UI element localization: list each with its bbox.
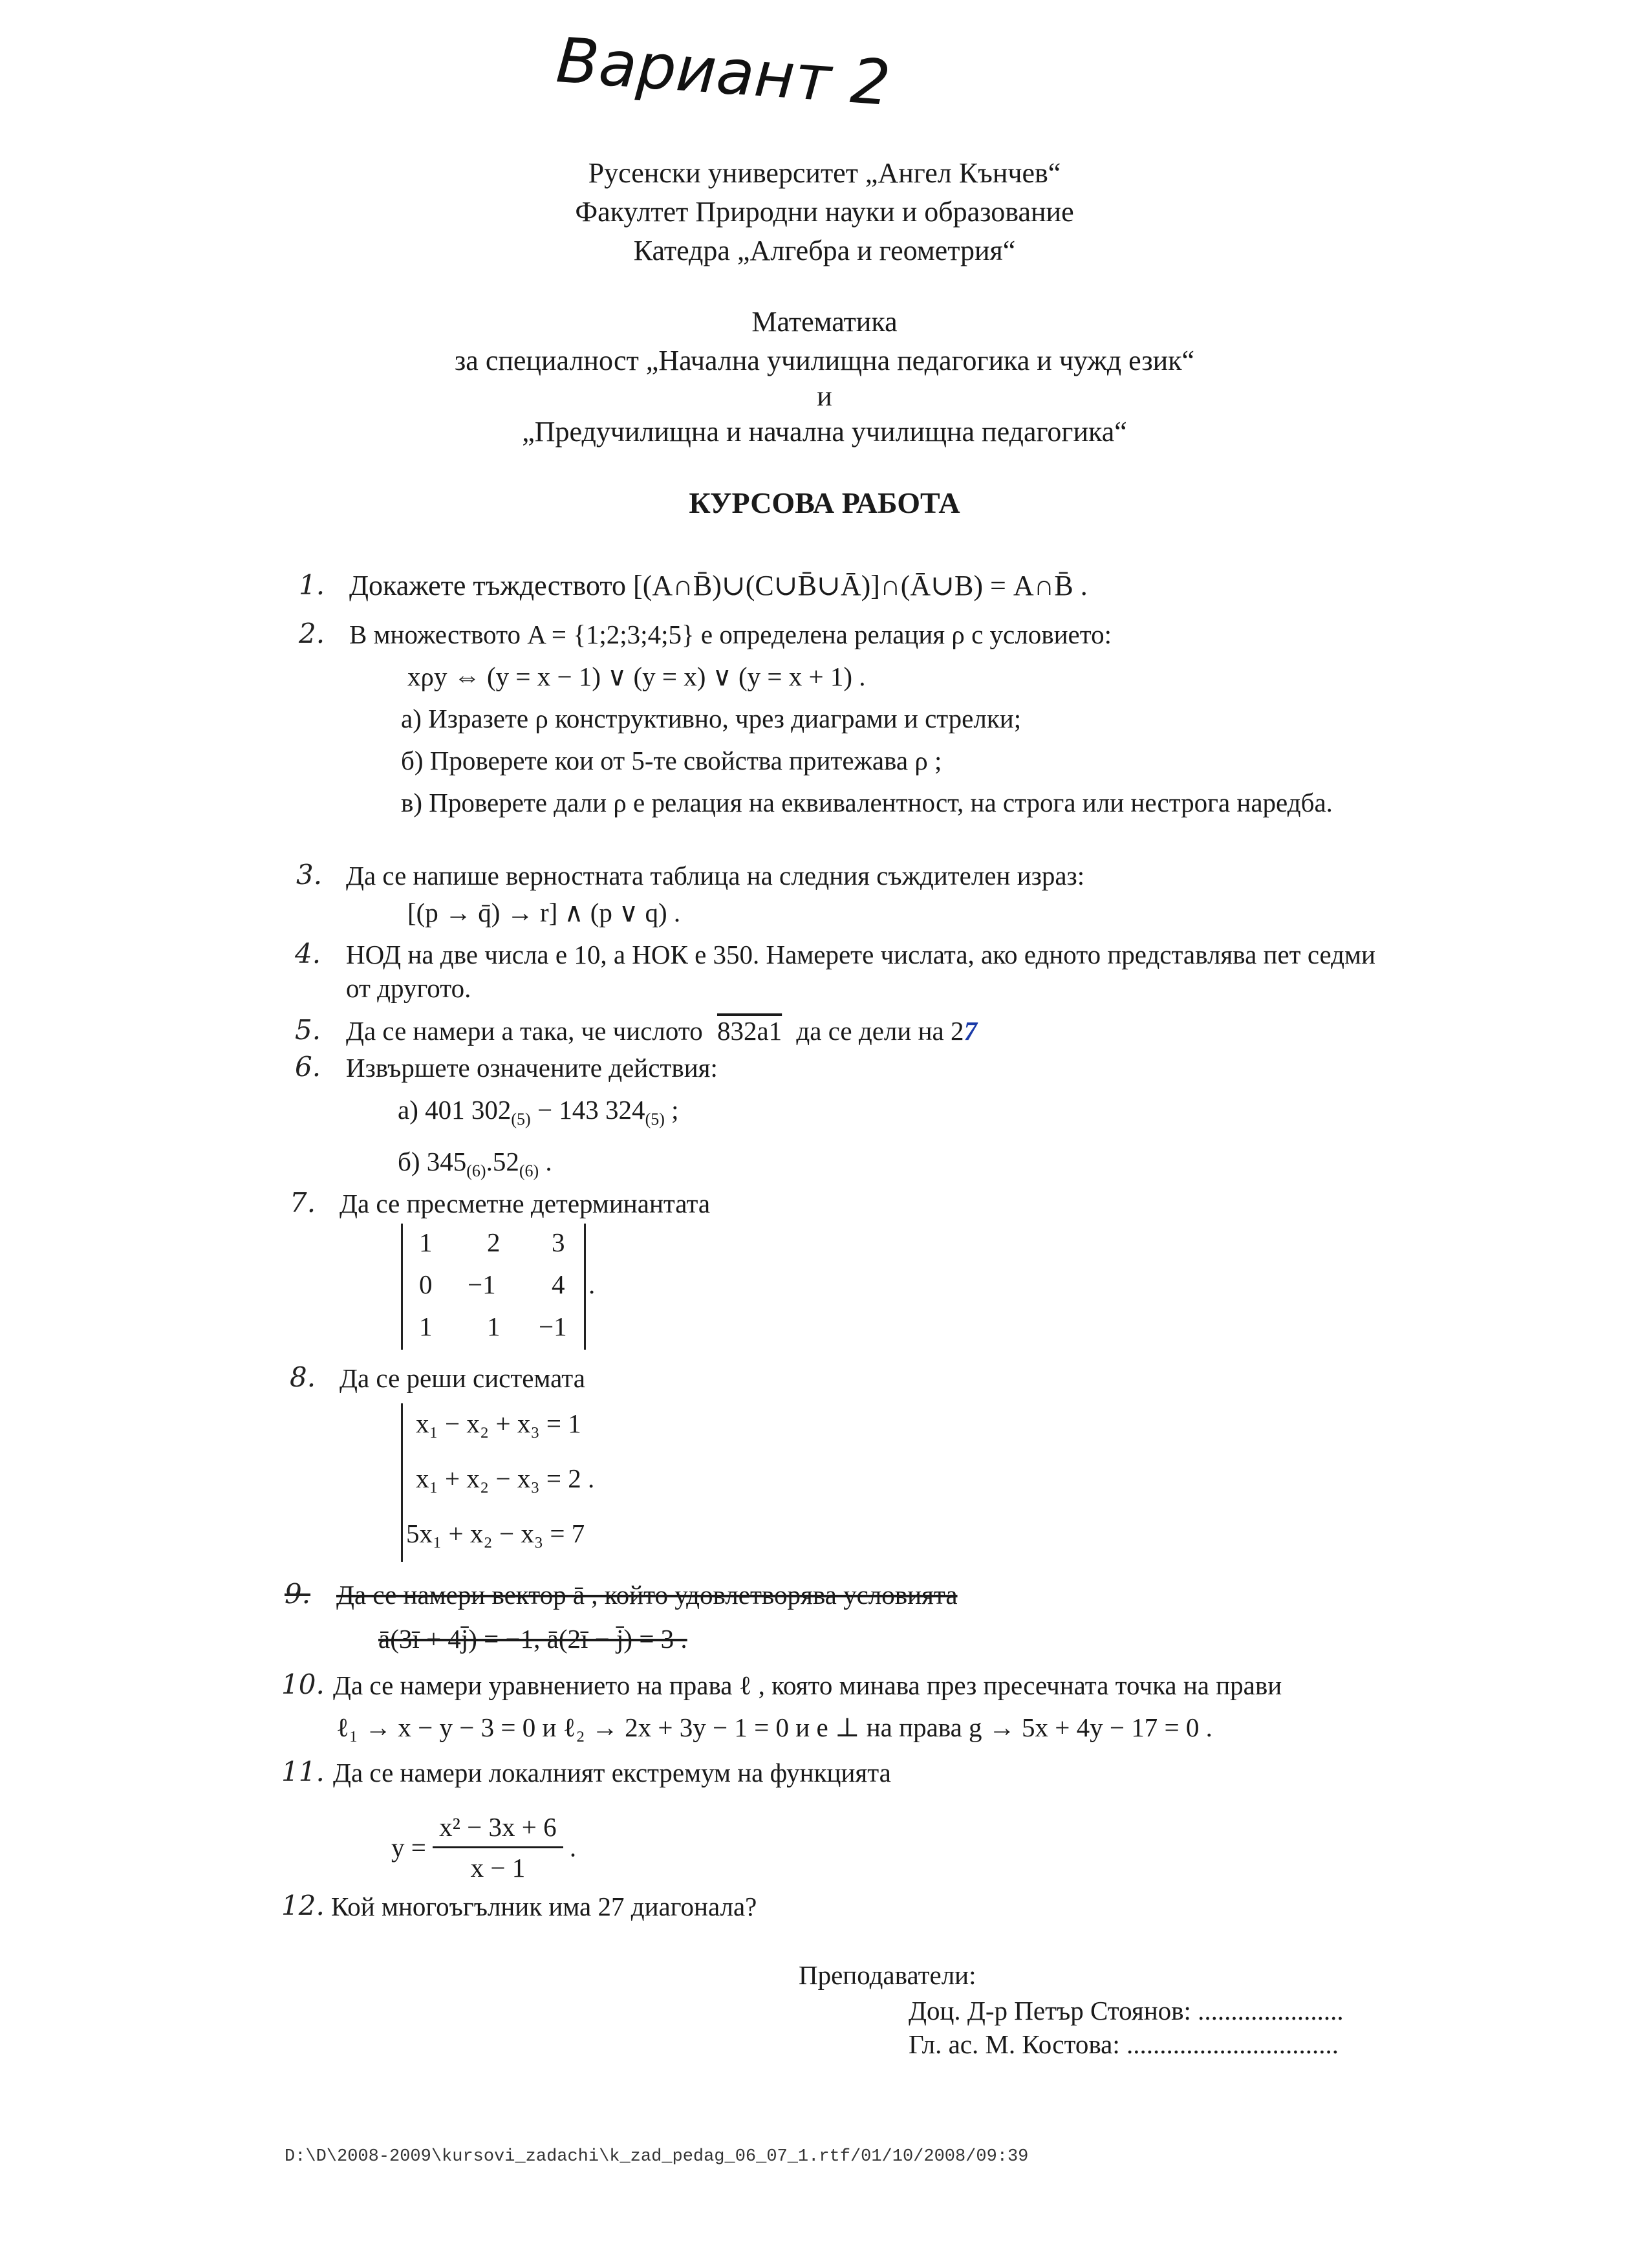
number-symbol: 832a1: [717, 1016, 782, 1046]
matrix-cell: −1: [468, 1269, 496, 1299]
teachers-label: Преподаватели:: [799, 1960, 976, 1990]
base-subscript: (5): [645, 1110, 665, 1129]
task-subitem: в) Проверете дали ρ е релация на еквивалентност, на строга или нестрога наредба.: [401, 788, 1333, 817]
task-number: 2.: [299, 618, 325, 649]
document-title: КУРСОВА РАБОТА: [689, 486, 960, 519]
matrix-cell: 4: [552, 1269, 565, 1299]
file-path-footer: D:\D\2008-2009\kursovi_zadachi\k_zad_pedag_06_07_1.rtf/01/10/2008/09:39: [285, 2147, 1029, 2166]
subitem-part: − 143 324: [530, 1095, 645, 1125]
task-text: Да се реши системата: [339, 1363, 585, 1393]
subitem-part: б) 345: [398, 1147, 467, 1176]
matrix-cell: −1: [539, 1312, 567, 1341]
task-text: Да се напише верностната таблица на следния съждителен израз:: [346, 861, 1085, 891]
task-number: 3.: [296, 859, 323, 891]
department-line: Катедра „Алгебра и геометрия“: [633, 235, 1016, 266]
task-text: В множеството A = {1;2;3;4;5} е определена релация ρ с условието:: [349, 620, 1112, 649]
base-subscript: (6): [466, 1161, 486, 1181]
task-subitem: б) $345_{(6)}.52_{(6)}$ .: [398, 1147, 552, 1181]
task-number: 10.: [281, 1669, 325, 1700]
base-subscript: (6): [519, 1161, 539, 1181]
faculty-line: Факултет Природни науки и образование: [575, 196, 1074, 228]
task-number: 8.: [290, 1361, 316, 1393]
task-text-continued: от другото.: [346, 973, 471, 1003]
subject-line: Математика: [751, 306, 898, 338]
determinant-period: .: [588, 1269, 596, 1299]
task-formula: ℓ₁ → x − y − 3 = 0 и ℓ₂ → 2x + 3y − 1 = 0 и е ⊥ на права g → 5x + 4y − 17 = 0 .: [336, 1712, 1212, 1742]
task-number: 6.: [295, 1051, 321, 1083]
task-text: НОД на две числа е 10, а НОК е 350. Намерете числата, ако едното представлява пет седми: [346, 940, 1375, 969]
fraction-denominator: x − 1: [470, 1853, 526, 1883]
task-text: Да се пресметне детерминантата: [339, 1189, 711, 1218]
task-text: Да се намери уравнението на права ℓ , която минава през пресечната точка на прави: [333, 1670, 1282, 1700]
task-text: Извършете означените действия:: [346, 1053, 718, 1083]
matrix-cell: 2: [487, 1227, 501, 1257]
function-lhs: y =: [391, 1832, 426, 1863]
formula-period: .: [569, 1832, 577, 1863]
task-formula: [(p → q̄) → r] ∧ (p ∨ q) .: [407, 898, 681, 927]
specialty-line-2: „Предучилищна и начална училищна педагогика“: [522, 416, 1127, 448]
teacher-line: Доц. Д-р Петър Стоянов: ......................: [909, 1996, 1344, 2025]
task-number: 9.: [285, 1578, 311, 1610]
task-text: [346, 1014, 977, 1048]
task-number: 7.: [290, 1187, 316, 1218]
university-line: Русенски университет „Ангел Кънчев“: [588, 157, 1061, 189]
matrix-cell: 3: [552, 1227, 565, 1257]
task-text: Да се намери вектор ā , който удовлетворява условията: [336, 1580, 958, 1610]
and-line: и: [817, 380, 832, 412]
task-text: Кой многоъгълник има 27 диагонала?: [331, 1892, 757, 1921]
matrix-cell: 0: [419, 1269, 433, 1299]
task-formula: xρy ⇔ (y = x − 1) ∨ (y = x) ∨ (y = x + 1) .: [407, 662, 866, 691]
subitem-part: .52: [486, 1147, 519, 1176]
equation: x₁ + x₂ − x₃ = 2 .: [416, 1463, 595, 1493]
matrix-cell: 1: [487, 1312, 501, 1341]
fraction-numerator: x² − 3x + 6: [433, 1808, 563, 1848]
task-number: 4.: [295, 938, 321, 969]
task-subitem: а) Изразете ρ конструктивно, чрез диаграми и стрелки;: [401, 704, 1022, 733]
base-subscript: (5): [511, 1110, 531, 1129]
task-number: 12.: [281, 1890, 325, 1921]
matrix-cell: 1: [419, 1312, 433, 1341]
matrix-cell: 1: [419, 1227, 433, 1257]
handwritten-digit: 7: [964, 1016, 977, 1046]
equation-system: [401, 1403, 674, 1562]
task-number: 5.: [295, 1014, 321, 1046]
task-text: Докажете тъждеството [(A∩B̄)∪(C∪B̄∪Ā)]∩(Ā∪B) = A∩B̄ .: [349, 570, 1088, 601]
equation: x₁ − x₂ + x₃ = 1: [416, 1409, 581, 1438]
fraction: [433, 1808, 563, 1887]
determinant: [401, 1224, 586, 1350]
task-subitem: а) 401 $302_{(5)} - 143$ $324_{(5)}$ ;: [398, 1095, 679, 1129]
specialty-line: за специалност „Начална училищна педагогика и чужд език“: [454, 345, 1195, 376]
task-number: 11.: [281, 1756, 325, 1787]
task-text-part: Да се намери a така, че числото: [346, 1016, 703, 1046]
teacher-line: Гл. ас. М. Костова: ................................: [909, 2029, 1339, 2059]
task-text-part: да се дели на 2: [796, 1016, 964, 1046]
equation: 5x₁ + x₂ − x₃ = 7: [406, 1518, 585, 1548]
handwritten-variant-title: Вариант 2: [554, 24, 893, 120]
task-subitem: б) Проверете кои от 5-те свойства притежава ρ ;: [401, 746, 942, 775]
task-formula: ā(3ī + 4j̄) = −1, ā(2ī − j̄) = 3 .: [378, 1624, 687, 1654]
subitem-part: а) 401 302: [398, 1095, 512, 1125]
function-formula: [391, 1808, 576, 1887]
task-number: 1.: [299, 569, 325, 601]
task-text: Да се намери локалният екстремум на функцията: [333, 1758, 891, 1787]
